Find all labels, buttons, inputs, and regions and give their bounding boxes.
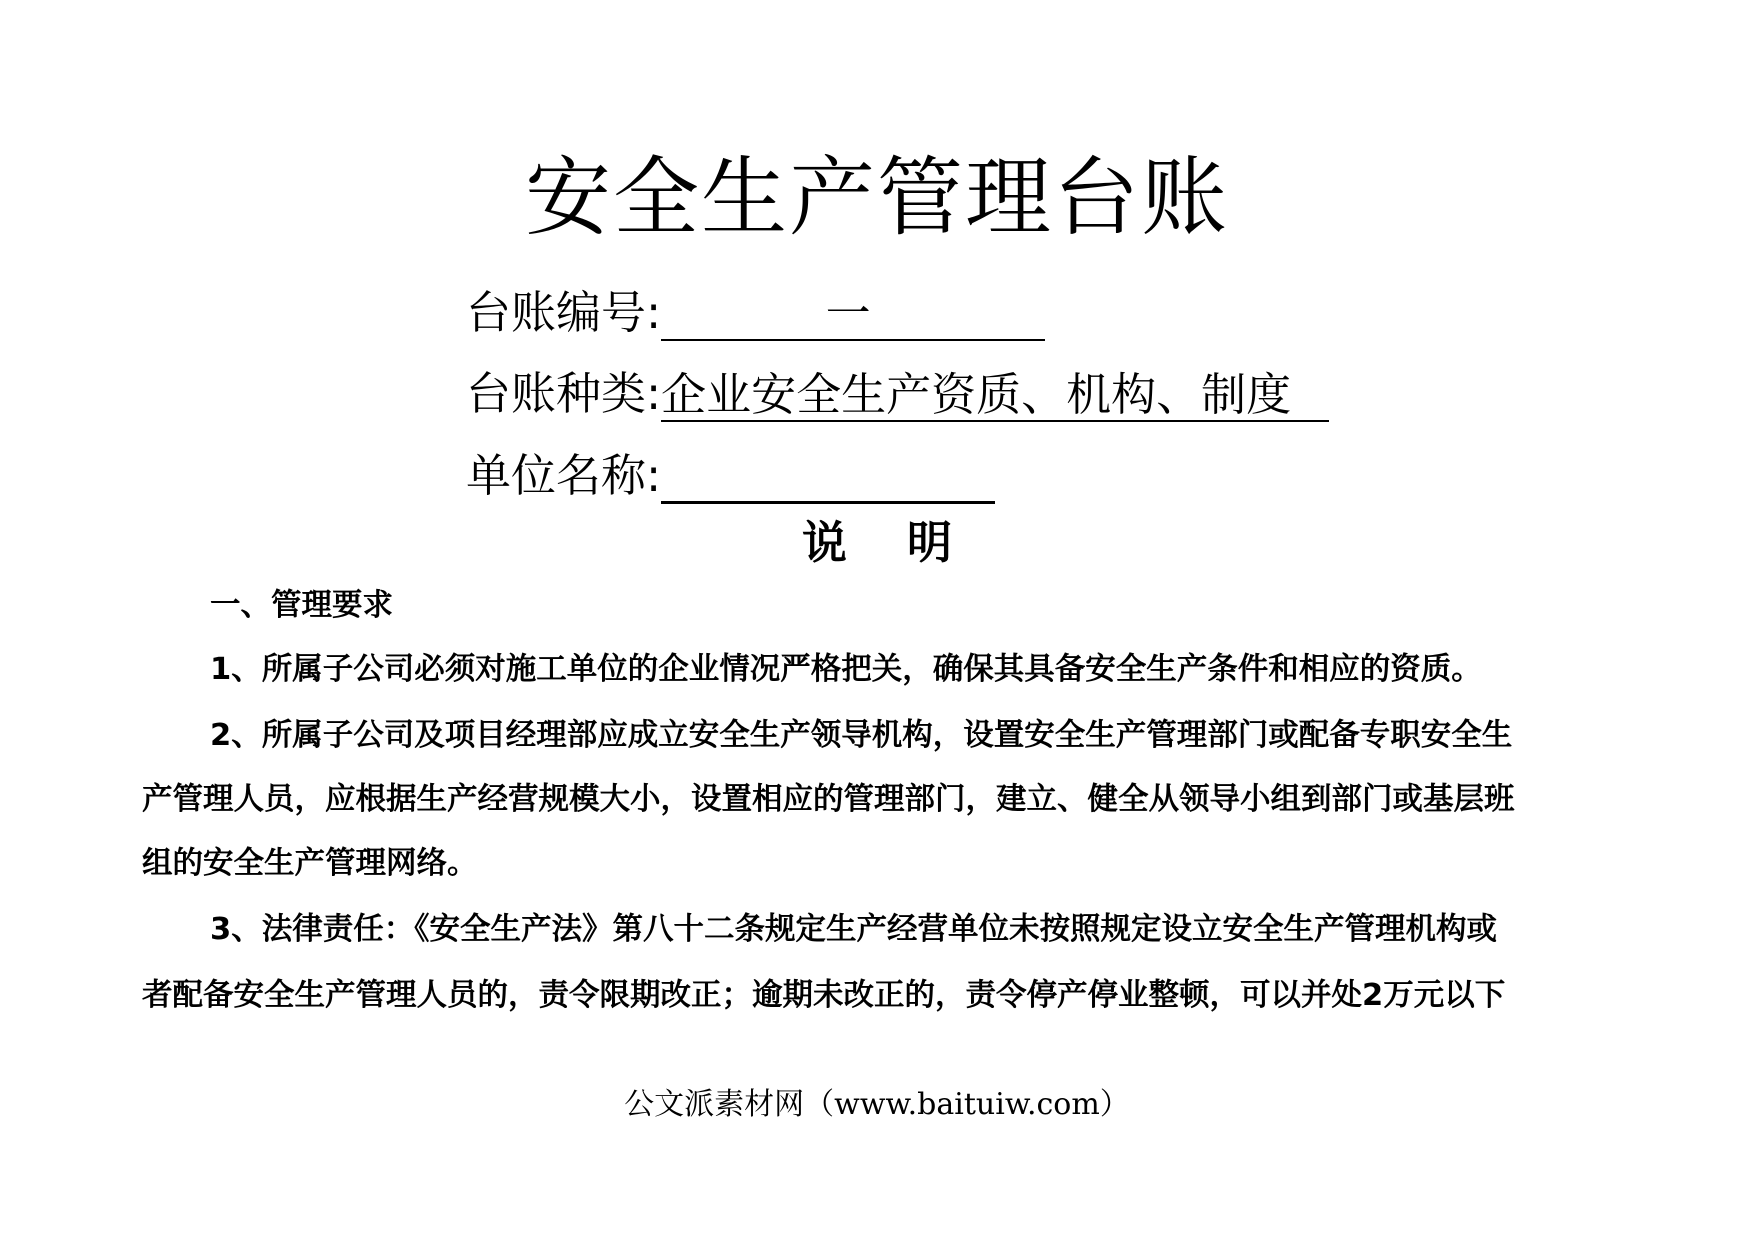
unit-name-field	[466, 448, 995, 504]
ledger-type-label: 台账种类:	[466, 367, 662, 420]
ledger-type-field	[466, 366, 1329, 422]
paragraph-line: 产管理人员，应根据生产经营规模大小，设置相应的管理部门，建立、健全从领导小组到部门或基层班	[142, 782, 1515, 817]
unit-name-value	[661, 454, 995, 504]
paragraph-line: 者配备安全生产管理人员的，责令限期改正；逾期未改正的，责令停产停业整顿，可以并处2万元以下	[142, 978, 1506, 1013]
section-heading: 说明	[801, 516, 1012, 569]
ledger-number-value: 一	[661, 289, 1045, 341]
unit-name-label: 单位名称:	[466, 449, 662, 502]
section-title: 一、管理要求	[210, 588, 393, 623]
paragraph-line: 组的安全生产管理网络。	[142, 846, 478, 881]
ledger-type-value: 企业安全生产资质、机构、制度	[661, 370, 1329, 422]
paragraph-line: 3、法律责任：《安全生产法》第八十二条规定生产经营单位未按照规定设立安全生产管理机构或	[210, 912, 1497, 947]
paragraph-line: 1、所属子公司必须对施工单位的企业情况严格把关，确保其具备安全生产条件和相应的资质。	[210, 652, 1482, 687]
footer-watermark: 公文派素材网（www.baituiw.com）	[624, 1087, 1130, 1122]
ledger-number-field	[466, 285, 1045, 341]
document-title: 安全生产管理台账	[525, 148, 1229, 248]
paragraph-line: 2、所属子公司及项目经理部应成立安全生产领导机构，设置安全生产管理部门或配备专职安全生	[210, 718, 1513, 753]
ledger-number-label: 台账编号:	[466, 286, 662, 339]
